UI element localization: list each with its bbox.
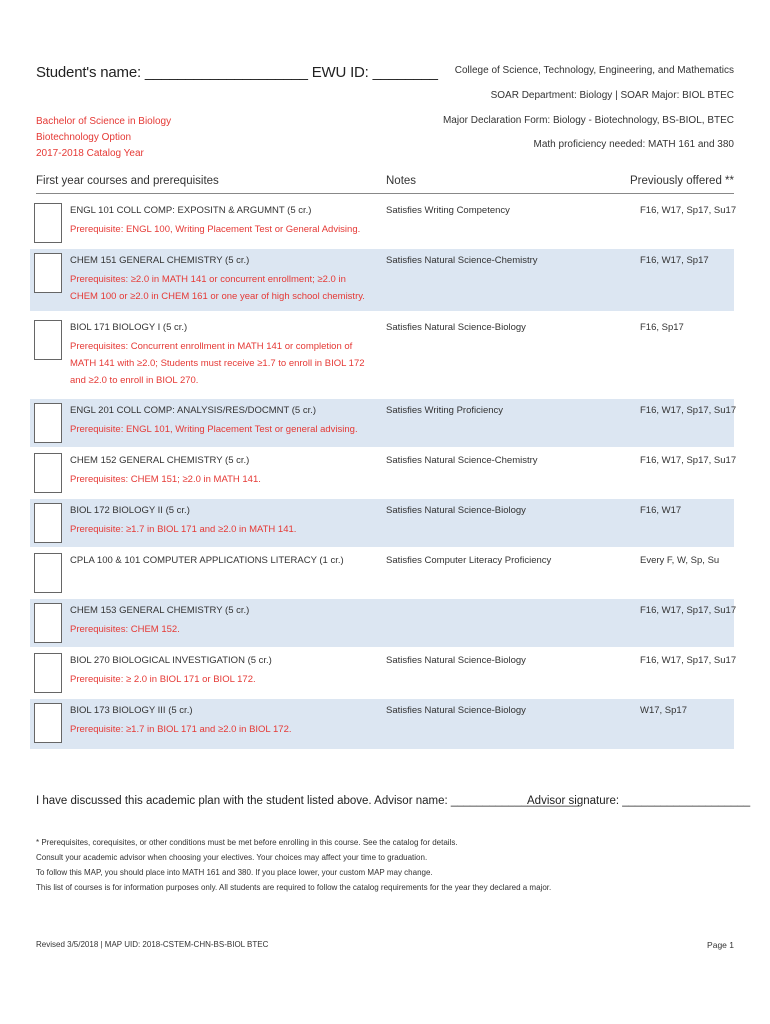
course-offered: Every F, W, Sp, Su bbox=[640, 555, 720, 566]
degree-name: Bachelor of Science in Biology bbox=[36, 116, 172, 127]
footnote: Consult your academic advisor when choosing your electives. Your choices may affect your time to graduation. bbox=[36, 853, 428, 862]
course-checkbox[interactable] bbox=[34, 653, 62, 693]
course-title: ENGL 101 COLL COMP: EXPOSITN & ARGUMNT (5 cr.) bbox=[70, 205, 312, 216]
course-checkbox[interactable] bbox=[34, 403, 62, 443]
course-title: BIOL 270 BIOLOGICAL INVESTIGATION (5 cr.) bbox=[70, 655, 272, 666]
course-checkbox[interactable] bbox=[34, 603, 62, 643]
footnote: To follow this MAP, you should place into MATH 161 and 380. If you place lower, your custom MAP may change. bbox=[36, 868, 433, 877]
course-checkbox[interactable] bbox=[34, 203, 62, 243]
soar-department: SOAR Department: Biology | SOAR Major: BIOL BTEC bbox=[490, 90, 734, 101]
course-title: BIOL 173 BIOLOGY III (5 cr.) bbox=[70, 705, 193, 716]
course-note: Satisfies Natural Science-Biology bbox=[386, 322, 526, 333]
course-row bbox=[30, 599, 737, 647]
course-row bbox=[30, 399, 737, 447]
course-offered: F16, Sp17 bbox=[640, 322, 684, 333]
course-title: BIOL 171 BIOLOGY I (5 cr.) bbox=[70, 322, 188, 333]
course-prerequisite: Prerequisite: ENGL 100, Writing Placement Test or General Advising. bbox=[70, 224, 361, 235]
option-name: Biotechnology Option bbox=[36, 132, 132, 143]
course-checkbox[interactable] bbox=[34, 703, 62, 743]
course-offered: F16, W17, Sp17, Su17 bbox=[640, 405, 737, 416]
course-checkbox[interactable] bbox=[34, 553, 62, 593]
course-note: Satisfies Computer Literacy Proficiency bbox=[386, 555, 552, 566]
col-header-notes: Notes bbox=[386, 175, 417, 187]
course-prerequisite: Prerequisites: ≥2.0 in MATH 141 or concurrent enrollment; ≥2.0 in CHEM 100 or ≥2.0 in CHEM 161 or one year of high school chemistry. bbox=[70, 274, 365, 302]
course-title: ENGL 201 COLL COMP: ANALYSIS/RES/DOCMNT (5 cr.) bbox=[70, 405, 317, 416]
course-note: Satisfies Natural Science-Chemistry bbox=[386, 255, 538, 266]
course-offered: F16, W17, Sp17, Su17 bbox=[640, 205, 737, 216]
course-checkbox[interactable] bbox=[34, 453, 62, 493]
course-note: Satisfies Writing Proficiency bbox=[386, 405, 504, 416]
col-header-offered: Previously offered ** bbox=[630, 175, 734, 187]
course-row bbox=[30, 699, 734, 749]
course-note: Satisfies Writing Competency bbox=[386, 205, 510, 216]
course-checkbox[interactable] bbox=[34, 503, 62, 543]
footnote: This list of courses is for information purposes only. All students are required to follow the catalog requirements for the year they declared a major. bbox=[36, 883, 552, 892]
math-proficiency: Math proficiency needed: MATH 161 and 380 bbox=[533, 139, 734, 150]
footnote: * Prerequisites, corequisites, or other conditions must be met before enrolling in this course. See the catalog for details. bbox=[36, 838, 458, 847]
revision-info: Revised 3/5/2018 | MAP UID: 2018-CSTEM-CHN-BS-BIOL BTEC bbox=[36, 940, 269, 949]
course-row bbox=[30, 314, 734, 394]
college-name: College of Science, Technology, Engineering, and Mathematics bbox=[454, 65, 734, 76]
course-title: CHEM 151 GENERAL CHEMISTRY (5 cr.) bbox=[70, 255, 250, 266]
course-offered: F16, W17, Sp17 bbox=[640, 255, 709, 266]
course-offered: F16, W17, Sp17, Su17 bbox=[640, 455, 737, 466]
course-prerequisite: Prerequisite: ≥1.7 in BIOL 171 and ≥2.0 in MATH 141. bbox=[70, 524, 297, 535]
course-title: CHEM 153 GENERAL CHEMISTRY (5 cr.) bbox=[70, 605, 250, 616]
course-title: BIOL 172 BIOLOGY II (5 cr.) bbox=[70, 505, 190, 516]
course-note: Satisfies Natural Science-Chemistry bbox=[386, 455, 538, 466]
course-note: Satisfies Natural Science-Biology bbox=[386, 505, 526, 516]
course-offered: F16, W17, Sp17, Su17 bbox=[640, 605, 737, 616]
course-title: CPLA 100 & 101 COMPUTER APPLICATIONS LITERACY (1 cr.) bbox=[70, 555, 344, 566]
course-prerequisite: Prerequisites: Concurrent enrollment in MATH 141 or completion of MATH 141 with ≥2.0; Students must receive ≥1.7 to enroll in BIOL 172 and ≥2.0 to enroll in BIOL 270. bbox=[70, 341, 365, 386]
col-header-courses: First year courses and prerequisites bbox=[36, 175, 219, 187]
page-number: Page 1 bbox=[707, 940, 734, 950]
course-checkbox[interactable] bbox=[34, 320, 62, 360]
course-offered: W17, Sp17 bbox=[640, 705, 687, 716]
catalog-year: 2017-2018 Catalog Year bbox=[36, 148, 144, 159]
course-row bbox=[30, 649, 737, 697]
course-row bbox=[30, 549, 734, 597]
advisor-name-line: I have discussed this academic plan with the student listed above. Advisor name: ____________________ bbox=[36, 795, 579, 807]
course-row bbox=[30, 499, 734, 547]
advisor-signature-line: Advisor signature: ____________________ bbox=[527, 795, 751, 807]
course-prerequisite: Prerequisites: CHEM 152. bbox=[70, 624, 180, 635]
course-row bbox=[30, 249, 734, 311]
course-row bbox=[30, 197, 737, 245]
course-note: Satisfies Natural Science-Biology bbox=[386, 655, 526, 666]
course-prerequisite: Prerequisite: ≥ 2.0 in BIOL 171 or BIOL 172. bbox=[70, 674, 256, 685]
course-prerequisite: Prerequisites: CHEM 151; ≥2.0 in MATH 141. bbox=[70, 474, 261, 485]
course-note: Satisfies Natural Science-Biology bbox=[386, 705, 526, 716]
course-offered: F16, W17, Sp17, Su17 bbox=[640, 655, 737, 666]
course-title: CHEM 152 GENERAL CHEMISTRY (5 cr.) bbox=[70, 455, 250, 466]
major-declaration: Major Declaration Form: Biology - Biotechnology, BS-BIOL, BTEC bbox=[442, 115, 734, 126]
header-divider bbox=[36, 193, 734, 194]
course-row bbox=[30, 449, 737, 497]
course-checkbox[interactable] bbox=[34, 253, 62, 293]
course-offered: F16, W17 bbox=[640, 505, 682, 516]
student-name-id-line: Student's name: ____________________ EWU ID: ________ bbox=[36, 64, 438, 81]
course-prerequisite: Prerequisite: ENGL 101, Writing Placement Test or general advising. bbox=[70, 424, 358, 435]
course-prerequisite: Prerequisite: ≥1.7 in BIOL 171 and ≥2.0 in BIOL 172. bbox=[70, 724, 292, 735]
